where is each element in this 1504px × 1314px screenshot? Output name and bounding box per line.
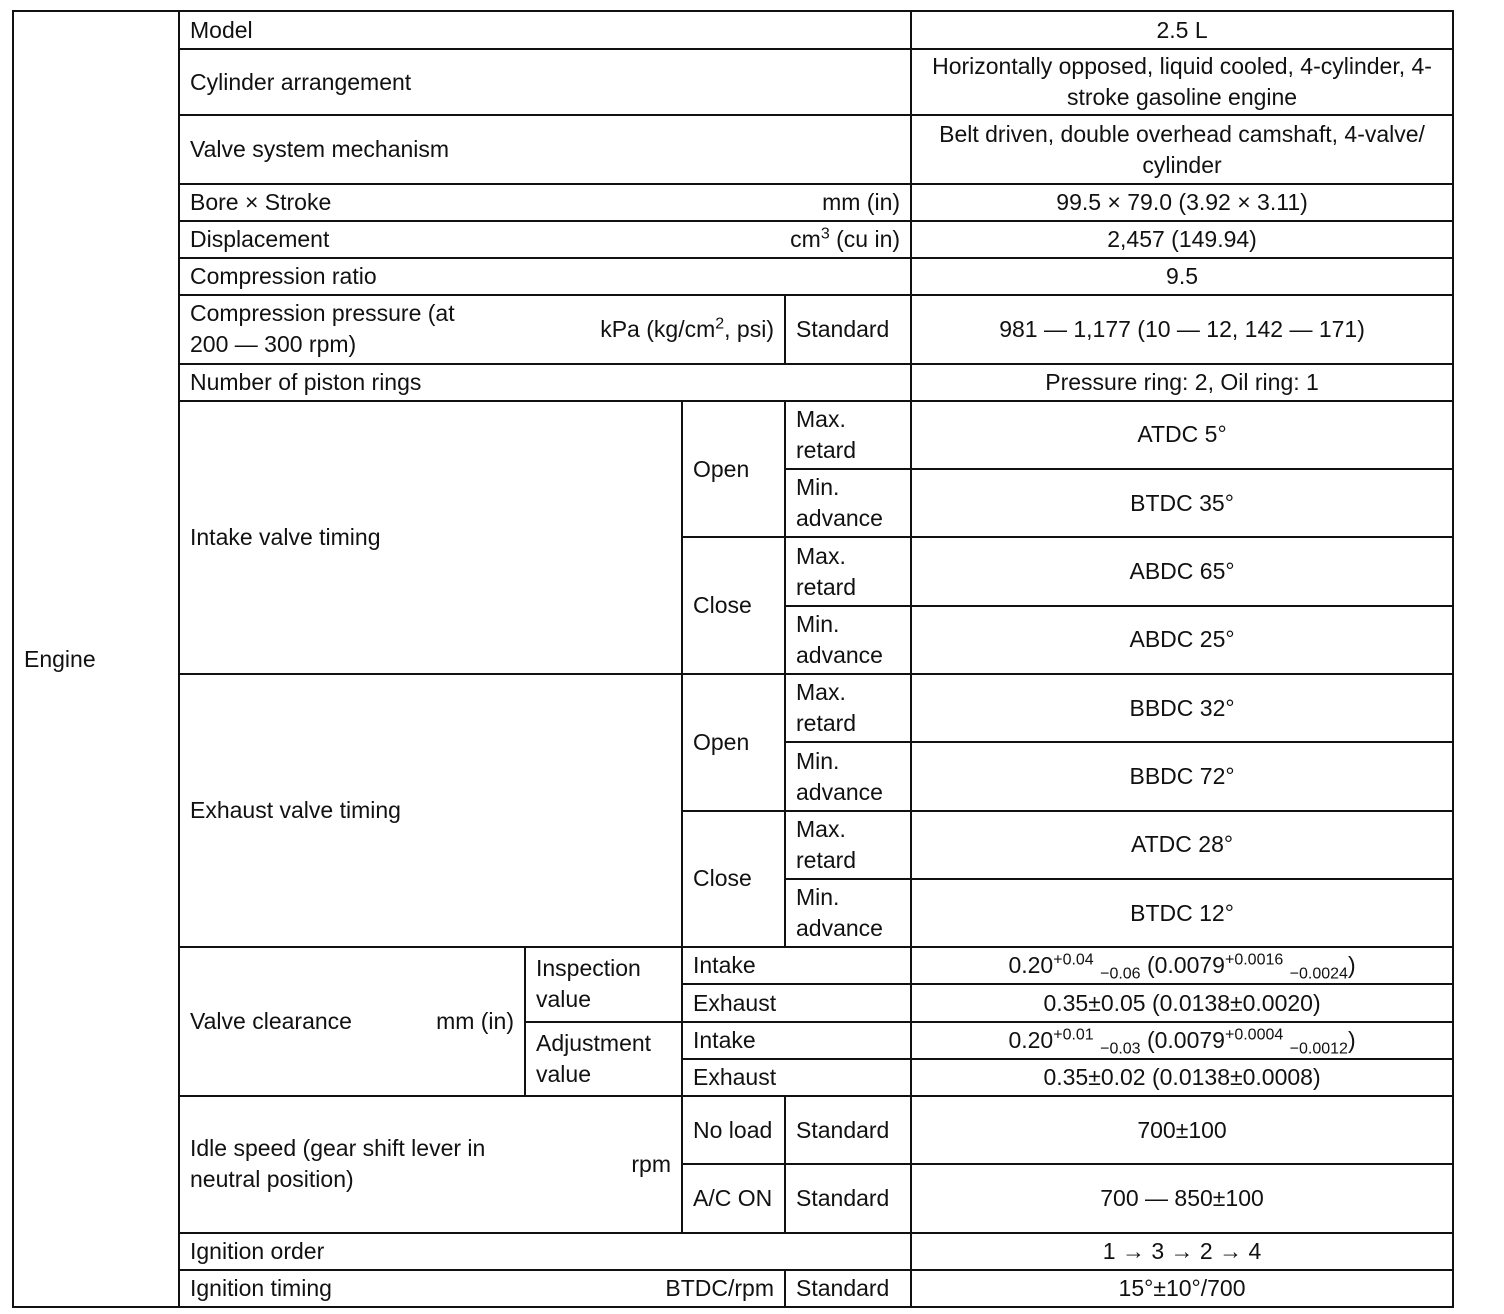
displacement-unit-exp: 3 <box>820 225 830 243</box>
bore-stroke-unit: mm (in) <box>822 188 901 215</box>
insp-intake-sub1: −0.06 <box>1100 965 1141 983</box>
inspection-value-label: Inspection value <box>525 947 682 1021</box>
adj-intake-base: 0.20 <box>1008 1026 1054 1053</box>
inspection-exhaust-label: Exhaust <box>682 984 911 1021</box>
exhaust-close-label: Close <box>682 811 785 948</box>
adjustment-intake-label: Intake <box>682 1022 911 1059</box>
intake-timing-label: Intake valve timing <box>179 401 682 674</box>
bore-stroke-row-label <box>179 184 911 221</box>
adjustment-intake-value <box>911 1022 1453 1059</box>
ac-on-value: 700 — 850±100 <box>911 1164 1453 1232</box>
model-label: Model <box>179 11 911 49</box>
ignition-timing-unit: BTDC/rpm <box>665 1274 774 1301</box>
inspection-intake-label: Intake <box>682 947 911 984</box>
compression-pressure-unit-exp: 2 <box>715 315 725 333</box>
cylinder-value: Horizontally opposed, liquid cooled, 4-cylinder, 4-stroke gasoline engine <box>911 49 1453 115</box>
ignition-timing-qualifier: Standard <box>785 1270 911 1307</box>
valve-clearance-row-label <box>179 947 525 1096</box>
ac-on-standard-label: Standard <box>785 1164 911 1232</box>
adj-intake-sub2: −0.0012 <box>1289 1040 1348 1058</box>
valve-clearance-unit: mm (in) <box>436 1008 514 1035</box>
ignition-timing-row-label <box>179 1270 785 1307</box>
bore-stroke-label: Bore × Stroke <box>190 188 332 215</box>
intake-close-min-value: ABDC 25° <box>911 606 1453 674</box>
ignition-order-value: 1 → 3 → 2 → 4 <box>911 1233 1453 1270</box>
compression-ratio-value: 9.5 <box>911 258 1453 295</box>
section-engine: Engine <box>13 11 179 1307</box>
ignition-timing-value: 15°±10°/700 <box>911 1270 1453 1307</box>
insp-intake-mid: (0.0079 <box>1140 952 1225 979</box>
compression-pressure-qualifier: Standard <box>785 295 911 363</box>
no-load-label: No load <box>682 1096 785 1164</box>
intake-open-min-label: Min. advance <box>785 469 911 537</box>
idle-speed-unit: rpm <box>631 1150 671 1177</box>
valve-system-label: Valve system mechanism <box>179 115 911 183</box>
no-load-value: 700±100 <box>911 1096 1453 1164</box>
adj-intake-mid: (0.0079 <box>1140 1026 1225 1053</box>
valve-clearance-label: Valve clearance <box>190 1008 352 1035</box>
exhaust-close-max-label: Max. retard <box>785 811 911 879</box>
insp-intake-base: 0.20 <box>1008 952 1054 979</box>
exhaust-close-min-label: Min. advance <box>785 879 911 947</box>
cylinder-label: Cylinder arrangement <box>179 49 911 115</box>
bore-stroke-value: 99.5 × 79.0 (3.92 × 3.11) <box>911 184 1453 221</box>
no-load-standard-label: Standard <box>785 1096 911 1164</box>
intake-open-min-value: BTDC 35° <box>911 469 1453 537</box>
idle-speed-row-label <box>179 1096 682 1233</box>
inspection-exhaust-value: 0.35±0.05 (0.0138±0.0020) <box>911 984 1453 1021</box>
adjustment-exhaust-label: Exhaust <box>682 1059 911 1096</box>
exhaust-open-min-label: Min. advance <box>785 742 911 810</box>
intake-close-max-label: Max. retard <box>785 537 911 605</box>
model-value: 2.5 L <box>911 11 1453 49</box>
insp-intake-sup1: +0.04 <box>1053 951 1094 969</box>
inspection-intake-value <box>911 947 1453 984</box>
displacement-unit-base: cm <box>790 226 821 253</box>
compression-pressure-unit-pre: kPa (kg/cm <box>600 315 716 342</box>
exhaust-close-max-value: ATDC 28° <box>911 811 1453 879</box>
insp-intake-sub2: −0.0024 <box>1289 965 1348 983</box>
intake-open-label: Open <box>682 401 785 538</box>
ac-on-label: A/C ON <box>682 1164 785 1232</box>
ignition-order-label: Ignition order <box>179 1233 911 1270</box>
displacement-unit-rest: (cu in) <box>829 226 901 253</box>
exhaust-open-max-value: BBDC 32° <box>911 674 1453 742</box>
compression-pressure-label: Compression pressure (at 200 — 300 rpm) <box>190 300 455 358</box>
insp-intake-end: ) <box>1347 952 1356 979</box>
piston-rings-label: Number of piston rings <box>179 364 911 401</box>
compression-pressure-unit <box>600 314 774 345</box>
exhaust-timing-label: Exhaust valve timing <box>179 674 682 947</box>
insp-intake-sup2: +0.0016 <box>1224 951 1284 969</box>
intake-close-label: Close <box>682 537 785 674</box>
idle-speed-label: Idle speed (gear shift lever in neutral position) <box>190 1135 486 1193</box>
piston-rings-value: Pressure ring: 2, Oil ring: 1 <box>911 364 1453 401</box>
displacement-row-label <box>179 221 911 258</box>
intake-close-max-value: ABDC 65° <box>911 537 1453 605</box>
displacement-unit <box>790 224 900 255</box>
adj-intake-end: ) <box>1347 1026 1356 1053</box>
ignition-timing-label: Ignition timing <box>190 1274 332 1301</box>
intake-close-min-label: Min. advance <box>785 606 911 674</box>
exhaust-open-label: Open <box>682 674 785 811</box>
adjustment-value-label: Adjustment value <box>525 1022 682 1096</box>
displacement-value: 2,457 (149.94) <box>911 221 1453 258</box>
compression-ratio-label: Compression ratio <box>179 258 911 295</box>
compression-pressure-row-label <box>179 295 785 363</box>
adj-intake-sup1: +0.01 <box>1053 1026 1094 1044</box>
adj-intake-sup2: +0.0004 <box>1224 1026 1284 1044</box>
valve-system-value: Belt driven, double overhead camshaft, 4-valve/ cylinder <box>911 115 1453 183</box>
exhaust-open-min-value: BBDC 72° <box>911 742 1453 810</box>
displacement-label: Displacement <box>190 226 330 253</box>
exhaust-open-max-label: Max. retard <box>785 674 911 742</box>
adjustment-exhaust-value: 0.35±0.02 (0.0138±0.0008) <box>911 1059 1453 1096</box>
adj-intake-sub1: −0.03 <box>1100 1040 1141 1058</box>
compression-pressure-value: 981 — 1,177 (10 — 12, 142 — 171) <box>911 295 1453 363</box>
intake-open-max-label: Max. retard <box>785 401 911 469</box>
compression-pressure-unit-post: , psi) <box>724 315 774 342</box>
engine-spec-table <box>12 10 1454 1308</box>
intake-open-max-value: ATDC 5° <box>911 401 1453 469</box>
exhaust-close-min-value: BTDC 12° <box>911 879 1453 947</box>
